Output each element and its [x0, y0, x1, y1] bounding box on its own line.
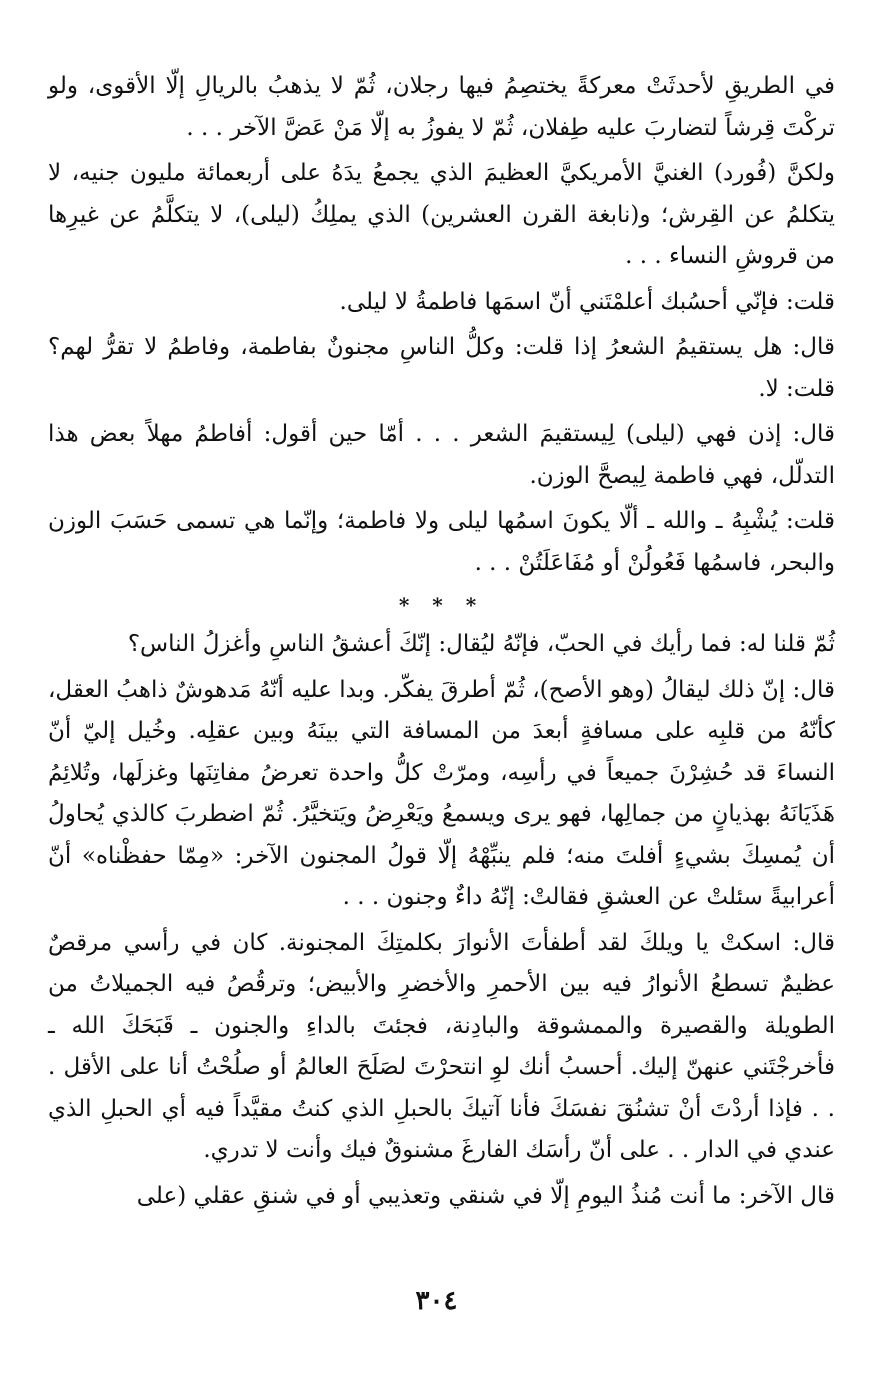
paragraph-4: قال: هل يستقيمُ الشعرُ إذا قلت: وكلُّ الناسِ مجنونٌ بفاطمة، وفاطمُ لا تقرُّ لهم؟ قلت: لا.	[48, 334, 835, 402]
paragraph-1: في الطريقِ لأحدثَتْ معركةً يختصِمُ فيها رجلان، ثُمّ لا يذهبُ بالريالِ إلّا الأقوى، ولو تركْتَ قِرشاً لتضاربَ عليه طِفلان، ثُمّ لا يفوزُ به إلّا مَنْ عَضَّ الآخر . . .	[48, 73, 835, 141]
paragraph-5: قال: إذن فهي (ليلى) لِيستقيمَ الشعر . . . أمّا حين أقول: أفاطمُ مهلاً بعض هذا التدلّل، فهي فاطمة لِيصحَّ الوزن.	[48, 421, 835, 489]
paragraph-2: ولكنَّ (فُورد) الغنيَّ الأمريكيَّ العظيمَ الذي يجمعُ يدَهُ على أربعمائة مليون جنيه، لا يتكلمُ عن القِرش؛ و(نابغة القرن العشرين) الذي يملِكُ (ليلى)، لا يتكلَّمُ عن غيرِها من قروشِ النساء . . .	[48, 160, 835, 269]
paragraph-3: قلت: فإنّي أحسُبك أعلمْتَني أنّ اسمَها فاطمةُ لا ليلى.	[339, 288, 835, 315]
paragraph-10: قال الآخر: ما أنت مُنذُ اليومِ إلّا في شنقي وتعذيبي أو في شنقِ عقلي (على	[136, 1182, 835, 1209]
page-number: ٣٠٤	[415, 1286, 458, 1316]
section-separator: * * *	[398, 593, 485, 617]
paragraph-6: قلت: يُشْبِهُ ـ والله ـ ألّا يكونَ اسمُها ليلى ولا فاطمة؛ وإنّما هي تسمى حَسَبَ الوزن والبحر، فاسمُها فَعُولُنْ أو مُفَاعَلَتُنْ . . .	[48, 508, 835, 576]
paragraph-9: قال: اسكتْ يا ويلكَ لقد أطفأتَ الأنوارَ بكلمتِكَ المجنونة. كان في رأسي مرقصٌ عظيمٌ تسطعُ الأنوارُ فيه بين الأحمرِ والأخضرِ والأبيض؛ وترقُصُ فيه الجميلاتُ من الطويلة والقصيرة والممشوقة والبادِنة، فجئتَ بالداءِ والجنون ـ قَبَحَكَ الله ـ فأخرجْتَني عنهنّ إليك. أحسبُ أنك لوِ انتحرْتَ لصَلَحَ العالمُ أو صلُحْتُ أنا على الأقل . . . فإذا أردْتَ أنْ تشنُقَ نفسَكَ فأنا آتيكَ بالحبلِ الذي كنتُ مقيَّداً فيه أي الحبلِ الذي عندي في الدار . . على أنّ رأسَك الفارغَ مشنوقٌ فيك وأنت لا تدري.	[48, 929, 835, 1163]
paragraph-8: قال: إنّ ذلك ليقالُ (وهو الأصح)، ثُمّ أطرقَ يفكّر. وبدا عليه أنّهُ مَدهوشٌ ذاهبُ العقل، كأنّهُ من قلبِه على مسافةٍ أبعدَ من المسافة التي بينَهُ وبين عقلِه. وخُيل إليّ أنّ النساءَ قد حُشِرْنَ جميعاً في رأسِه، ومرّتْ كلُّ واحدة تعرضُ مفاتِنَها وغزلَها، وتُلائِمُ هَذَيَانَهُ بهذيانٍ من جمالِها، فهو يرى ويسمعُ ويَعْرِضُ ويَتخيَّرُ. ثُمّ اضطربَ كالذي يُحاولُ أن يُمسِكَ بشيءٍ أفلتَ منه؛ فلم ينبِّهْهُ إلّا قولُ المجنون الآخر: «مِمّا حفظْناه» أنّ أعرابيةً سئلتْ عن العشقِ فقالتْ: إنّهُ داءٌ وجنون . . .	[48, 676, 835, 910]
page-body	[48, 66, 835, 1221]
paragraph-7: ثُمّ قلنا له: فما رأيك في الحبّ، فإنّهُ ليُقال: إنّكَ أعشقُ الناسِ وأغزلُ الناس؟	[127, 631, 835, 657]
